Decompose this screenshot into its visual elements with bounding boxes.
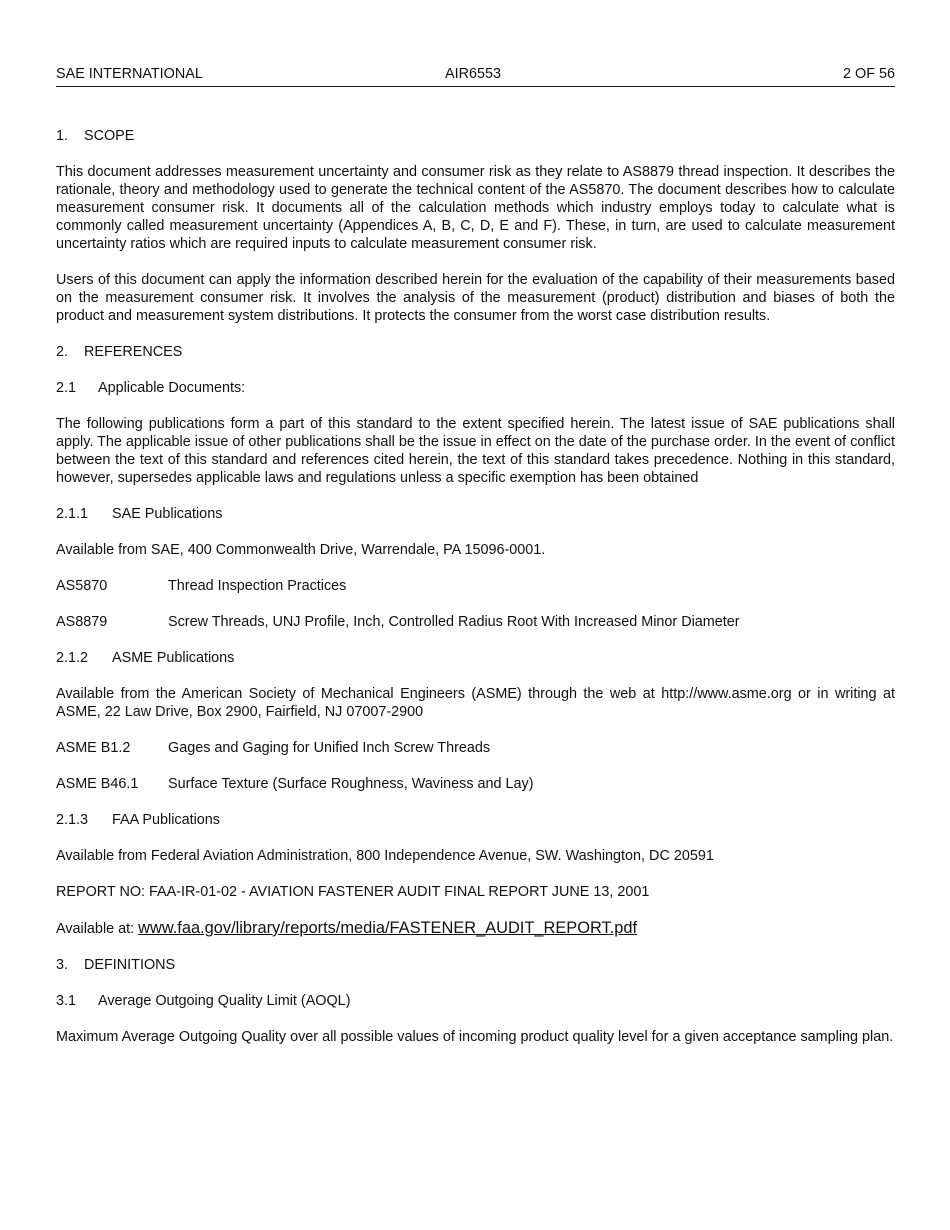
page-content (56, 127, 895, 1046)
subsection-number: 2.1.2 (56, 650, 89, 666)
header-org: SAE INTERNATIONAL (56, 66, 203, 82)
reference-code: ASME B46.1 (56, 776, 139, 792)
reference-title: Surface Texture (Surface Roughness, Waviness and Lay) (168, 776, 534, 792)
reference-title: Gages and Gaging for Unified Inch Screw Threads (168, 740, 491, 756)
faa-available-at (56, 919, 895, 938)
section-number: 2. (56, 344, 69, 360)
subsection-title: Average Outgoing Quality Limit (AOQL) (98, 993, 351, 1009)
reference-code: AS8879 (56, 614, 108, 630)
section-title: DEFINITIONS (84, 957, 176, 973)
subsection-faa-heading (56, 811, 895, 829)
subsection-number: 2.1.3 (56, 812, 89, 828)
subsection-title: FAA Publications (112, 812, 220, 828)
faa-report-number: REPORT NO: FAA-IR-01-02 - AVIATION FASTENER AUDIT FINAL REPORT JUNE 13, 2001 (56, 884, 650, 900)
reference-title: Screw Threads, UNJ Profile, Inch, Controlled Radius Root With Increased Minor Diameter (168, 614, 740, 630)
header-page-number: 2 OF 56 (843, 66, 895, 82)
section-references-heading (56, 343, 895, 361)
subsection-title: ASME Publications (112, 650, 235, 666)
section-title: SCOPE (84, 128, 135, 144)
scope-paragraph-2: Users of this document can apply the information described herein for the evaluation of the capability of their measurements based on the measurement consumer risk. It involves the analysis of the measurement (product) distribution and biases of both the product and measurement system distributions. It protects the consumer from the worst case distribution results. (56, 272, 895, 324)
section-title: REFERENCES (84, 344, 183, 360)
document-page (56, 66, 895, 1064)
reference-entry (56, 613, 895, 631)
subsection-title: SAE Publications (112, 506, 223, 522)
reference-code: ASME B1.2 (56, 740, 131, 756)
subsection-title: Applicable Documents: (98, 380, 246, 396)
subsection-sae-heading (56, 505, 895, 523)
aoql-definition: Maximum Average Outgoing Quality over all possible values of incoming product quality level for a given acceptance sampling plan. (56, 1029, 894, 1045)
subsection-aoql-heading (56, 992, 895, 1010)
subsection-applicable-heading (56, 379, 895, 397)
subsection-number: 3.1 (56, 993, 77, 1009)
subsection-number: 2.1.1 (56, 506, 89, 522)
reference-entry (56, 775, 895, 793)
reference-code: AS5870 (56, 578, 108, 594)
header-doc-id: AIR6553 (445, 66, 502, 82)
asme-availability: Available from the American Society of Mechanical Engineers (ASME) through the web at http://www.asme.org or in writing at ASME, 22 Law Drive, Box 2900, Fairfield, NJ 07007-2900 (56, 686, 895, 720)
subsection-number: 2.1 (56, 380, 77, 396)
section-number: 3. (56, 957, 69, 973)
reference-entry (56, 739, 895, 757)
faa-availability: Available from Federal Aviation Administration, 800 Independence Avenue, SW. Washington, DC 20591 (56, 848, 714, 864)
reference-entry (56, 577, 895, 595)
page-header (56, 66, 895, 87)
section-scope-heading (56, 127, 895, 145)
applicable-documents-paragraph: The following publications form a part of this standard to the extent specified herein. The latest issue of SAE publications shall apply. The applicable issue of other publications shall be the issue in effect on the date of the purchase order. In the event of conflict between the text of this standard and references cited herein, the text of this standard takes precedence. Nothing in this standard, however, supersedes applicable laws and regulations unless a specific exemption has been obtained (56, 416, 895, 486)
subsection-asme-heading (56, 649, 895, 667)
section-number: 1. (56, 128, 69, 144)
section-definitions-heading (56, 956, 895, 974)
available-at-label: Available at: (56, 921, 139, 937)
scope-paragraph-1: This document addresses measurement uncertainty and consumer risk as they relate to AS8879 thread inspection. It describes the rationale, theory and methodology used to generate the technical content of the AS5870. The document describes how to calculate measurement consumer risk. It documents all of the calculation methods which industry employs today to calculate what is commonly called measurement uncertainty (Appendices A, B, C, D, E and F). These, in turn, are used to calculate measurement uncertainty ratios which are required inputs to calculate measurement consumer risk. (56, 164, 895, 252)
sae-availability: Available from SAE, 400 Commonwealth Drive, Warrendale, PA 15096-0001. (56, 542, 546, 558)
reference-title: Thread Inspection Practices (168, 578, 347, 594)
faa-report-link[interactable]: www.faa.gov/library/reports/media/FASTENER_AUDIT_REPORT.pdf (138, 919, 638, 937)
